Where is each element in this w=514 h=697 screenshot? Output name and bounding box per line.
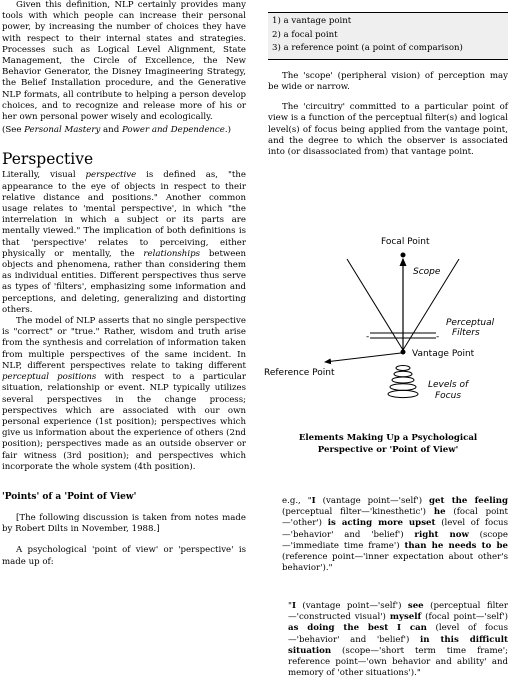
levels-ring bbox=[390, 384, 416, 391]
perspective-diagram bbox=[262, 232, 512, 437]
ex1-text: (focal point—'other') bbox=[282, 507, 508, 529]
subheading-points: 'Points' of a 'Point of View' bbox=[2, 491, 137, 502]
ex1-text: (level of focus—'behavior' and 'belief') bbox=[282, 518, 508, 540]
right-column bbox=[268, 0, 508, 158]
perceptual-label: Perceptual bbox=[446, 318, 495, 328]
filter-marker-left: - bbox=[366, 332, 370, 342]
p2-emphasis: perceptual positions bbox=[2, 372, 97, 383]
ex2-bold: I bbox=[291, 601, 296, 611]
figure-caption bbox=[268, 433, 508, 456]
circuitry-paragraph: The 'circuitry' committed to a particular point of view is a function of the perceptual filter(s) and logical level(s) of focus being applied from the vantage point, and the degree to which the observer is associated into (or disassociated from) that vantage point. bbox=[268, 102, 508, 157]
p1-emphasis-2: relationships bbox=[143, 248, 201, 259]
focus-label: Focus bbox=[435, 391, 462, 401]
levels-of-label: Levels of bbox=[428, 380, 469, 390]
perspective-paragraph-2 bbox=[2, 316, 246, 473]
p1-text-a: Literally, visual bbox=[2, 170, 86, 181]
p2-text-b: with respect to a particular situation, relationship or event. NLP typically utilizes several perspectives in the change process; perspectives which are associated with our own personal experience (1st position); perspectives which give us information about the experience of others (2nd position); perspectives made as an outside observer or fair witness (3rd position); and perspectives which incorporate the whole system (4th position). bbox=[2, 372, 247, 472]
focal-point-dot bbox=[401, 253, 406, 258]
ex2-bold: as doing the best I can bbox=[288, 623, 427, 634]
levels-ring bbox=[388, 390, 418, 397]
ex1-lead: e.g., " bbox=[282, 496, 312, 506]
levels-ring bbox=[396, 366, 410, 371]
ex2-lead: " bbox=[288, 601, 292, 611]
ex1-text: (vantage point—'self') bbox=[315, 496, 430, 506]
filter-marker-right: - bbox=[436, 332, 440, 342]
left-column bbox=[2, 0, 246, 568]
vantage-point-label: Vantage Point bbox=[412, 349, 475, 359]
ex1-text: (reference point—'inner expectation about other's behavior')." bbox=[282, 552, 508, 574]
see-also bbox=[2, 125, 246, 136]
reference-point-label: Reference Point bbox=[264, 368, 335, 378]
see-also-prefix: (See bbox=[2, 125, 25, 136]
example-paragraph-1 bbox=[282, 496, 508, 574]
see-also-suffix: .) bbox=[224, 125, 231, 136]
ex2-text: (scope—'short term time frame'; reference point—'own behavior and ability' and memory of 'other situations')." bbox=[288, 645, 508, 679]
list-item: 3) a reference point (a point of comparison) bbox=[272, 43, 463, 54]
filters-label: Filters bbox=[452, 328, 480, 338]
focal-point-label: Focal Point bbox=[381, 237, 430, 247]
p2-text-a: The model of NLP asserts that no single perspective is "correct" or "true." Rather, wisdom and truth arise from the synthesis and correlation of information taken from multiple perspectives of the same incident. In NLP, different perspectives relate to taking different bbox=[2, 316, 246, 371]
ex1-bold: than he needs to be bbox=[404, 540, 508, 551]
point-of-view-paragraph: A psychological 'point of view' or 'perspective' is made up of: bbox=[2, 545, 246, 567]
list-item: 1) a vantage point bbox=[272, 16, 352, 26]
scope-label: Scope bbox=[413, 267, 441, 277]
levels-ring bbox=[392, 377, 414, 383]
ex2-bold: myself bbox=[389, 612, 422, 623]
ex1-bold: get the feeling bbox=[429, 496, 508, 506]
ex2-text: (level of focus—'behavior' and 'belief') bbox=[288, 623, 508, 645]
reference-arrow bbox=[325, 353, 401, 362]
see-also-title-1: Personal Mastery bbox=[24, 125, 101, 136]
scope-line-left bbox=[347, 259, 403, 350]
example-paragraph-2 bbox=[288, 601, 508, 679]
p1-text-b: is defined as, "the appearance to the eye of objects in respect to their relative distance and positions." Another common usage relates to 'mental perspective', in which "the interrelation in which a subject or its parts are mentally viewed." The implication of both definitions is that 'perspective' relates to perceiving, either physically or mentally, the bbox=[2, 170, 246, 259]
perspective-paragraph-1 bbox=[2, 170, 246, 316]
ex2-bold: see bbox=[407, 601, 424, 611]
ex1-bold: I bbox=[311, 496, 316, 506]
scope-paragraph: The 'scope' (peripheral vision) of perception may be wide or narrow. bbox=[268, 70, 508, 92]
ex2-text: (perceptual filter—'constructed visual') bbox=[288, 601, 508, 623]
ex1-text: (scope—'immediate time frame') bbox=[282, 529, 509, 551]
ex1-bold: he bbox=[433, 507, 446, 518]
vantage-point-dot bbox=[401, 350, 406, 355]
intro-paragraph: Given this definition, NLP certainly provides many tools with which people can increase their personal power, by increasing the number of choices they have with respect to their internal states and strategies. Processes such as Logical Level Alignment, State Management, the Circle of Excellence, the New Behavior Generator, the Disney Imagineering Strategy, the Belief Installation procedure, and the Generative NLP formats, all contribute to helping a person develop choices, and to recognize and release more of his or her own personal power wisely and ecologically. bbox=[2, 0, 246, 123]
caption-line-2: Perspective or 'Point of View' bbox=[317, 444, 459, 455]
ex2-text: (focal point—'self') bbox=[421, 612, 508, 623]
points-list-box bbox=[268, 12, 508, 60]
ex2-text: (vantage point—'self') bbox=[295, 601, 408, 611]
section-heading-perspective: Perspective bbox=[2, 150, 94, 169]
ex1-bold: right now bbox=[414, 529, 469, 540]
ex1-text: (perceptual filter—'kinesthetic') bbox=[282, 507, 434, 518]
levels-ring bbox=[394, 371, 412, 377]
ex2-bold: in this difficult situation bbox=[288, 634, 509, 656]
ex1-bold: is acting more upset bbox=[327, 518, 436, 529]
notes-paragraph: [The following discussion is taken from notes made by Robert Dilts in November, 1988.] bbox=[2, 512, 246, 535]
see-also-title-2: Power and Dependence bbox=[121, 125, 225, 136]
caption-line-1: Elements Making Up a Psychological bbox=[298, 433, 478, 443]
list-item: 2) a focal point bbox=[272, 29, 338, 40]
p1-text-c: between objects and phenomena, rather than considering them as individual entities. Different perspectives thus serve as types of 'filters', emphasizing some information and perceptions, and deleting, generalizing and distorting others. bbox=[2, 248, 246, 315]
p1-emphasis-1: perspective bbox=[85, 170, 137, 181]
see-also-and: and bbox=[100, 125, 122, 136]
